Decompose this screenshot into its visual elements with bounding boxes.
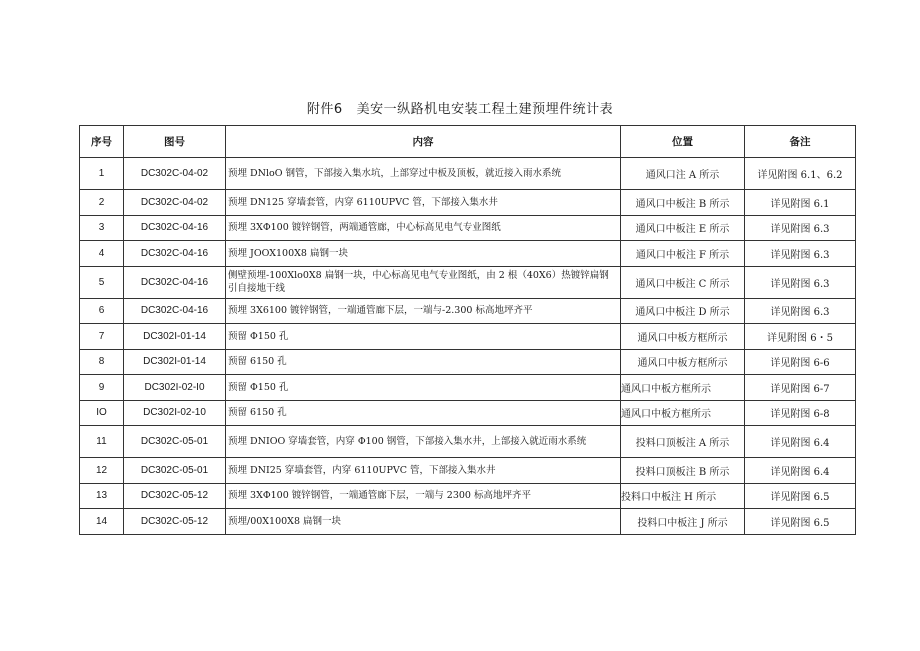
- location-cell: 通风口中板方框所示: [621, 400, 745, 426]
- table-row: [80, 483, 856, 509]
- remark-cell: 详见附图 6・5: [745, 324, 856, 350]
- row-number: 4: [80, 241, 124, 267]
- location-cell: 投料口顶板注 B 所示: [621, 458, 745, 484]
- row-number: 2: [80, 190, 124, 216]
- remark-cell: 详见附图 6.4: [745, 458, 856, 484]
- content-cell: 预埋 3XΦ100 镀锌钢管，两端通管廊，中心标高见电气专业图纸: [226, 215, 621, 241]
- remark-cell: 详见附图 6.1、6.2: [745, 158, 856, 190]
- figure-number: DC302I-02-10: [124, 400, 226, 426]
- remark-cell: 详见附图 6.3: [745, 241, 856, 267]
- remark-cell: 详见附图 6.3: [745, 215, 856, 241]
- column-header-figure: 图号: [124, 126, 226, 158]
- row-number: 1: [80, 158, 124, 190]
- embedded-parts-table: [79, 125, 856, 535]
- row-number: IO: [80, 400, 124, 426]
- location-cell: 通风口中板注 B 所示: [621, 190, 745, 216]
- title-text: 美安一纵路机电安装工程土建预埋件统计表: [356, 102, 614, 117]
- row-number: 8: [80, 349, 124, 375]
- table-row: [80, 349, 856, 375]
- table-row: [80, 298, 856, 324]
- content-cell: 预埋 3XΦ100 镀锌钢管，一端通管廊下层，一端与 2300 标高地坪齐平: [226, 483, 621, 509]
- remark-cell: 详见附图 6.1: [745, 190, 856, 216]
- figure-number: DC302I-01-14: [124, 324, 226, 350]
- location-cell: 通风口中板注 E 所示: [621, 215, 745, 241]
- content-cell: 预埋 DNIOO 穿墙套管，内穿 Φ100 钢管，下部接入集水井，上部接入就近雨水系统: [226, 426, 621, 458]
- table-row: [80, 266, 856, 298]
- remark-cell: 详见附图 6.3: [745, 266, 856, 298]
- table-row: [80, 190, 856, 216]
- row-number: 5: [80, 266, 124, 298]
- content-cell: 预留 6150 孔: [226, 349, 621, 375]
- remark-cell: 详见附图 6.3: [745, 298, 856, 324]
- column-header-content: 内容: [226, 126, 621, 158]
- remark-cell: 详见附图 6-7: [745, 375, 856, 401]
- row-number: 6: [80, 298, 124, 324]
- table-row: [80, 458, 856, 484]
- location-cell: 通风口中板方框所示: [621, 349, 745, 375]
- location-cell: 通风口中板注 D 所示: [621, 298, 745, 324]
- column-header-no: 序号: [80, 126, 124, 158]
- figure-number: DC302C-04-16: [124, 298, 226, 324]
- document-title: [0, 98, 920, 117]
- figure-number: DC302C-04-02: [124, 158, 226, 190]
- location-cell: 投料口中板注 H 所示: [621, 483, 745, 509]
- location-cell: 投料口中板注 J 所示: [621, 509, 745, 535]
- figure-number: DC302C-05-01: [124, 426, 226, 458]
- table-header-row: [80, 126, 856, 158]
- column-header-remark: 备注: [745, 126, 856, 158]
- figure-number: DC302I-02-I0: [124, 375, 226, 401]
- table-row: [80, 158, 856, 190]
- location-cell: 通风口中板方框所示: [621, 324, 745, 350]
- location-cell: 通风口中板注 C 所示: [621, 266, 745, 298]
- content-cell: 预埋 DNloO 钢管，下部接入集水坑，上部穿过中板及顶板，就近接入雨水系统: [226, 158, 621, 190]
- row-number: 3: [80, 215, 124, 241]
- figure-number: DC302C-04-16: [124, 266, 226, 298]
- content-cell: 预留 Φ150 孔: [226, 324, 621, 350]
- title-prefix: 附件6: [306, 102, 343, 117]
- content-cell: 预埋/00X100X8 扁钢一块: [226, 509, 621, 535]
- content-cell: 侧壁预埋-100Xlo0X8 扁钢一块，中心标高见电气专业图纸，由 2 根（40X6）热镀锌扁钢引自接地干线: [226, 266, 621, 298]
- location-cell: 通风口注 A 所示: [621, 158, 745, 190]
- figure-number: DC302C-04-16: [124, 215, 226, 241]
- remark-cell: 详见附图 6.4: [745, 426, 856, 458]
- row-number: 11: [80, 426, 124, 458]
- remark-cell: 详见附图 6.5: [745, 509, 856, 535]
- figure-number: DC302C-05-12: [124, 509, 226, 535]
- remark-cell: 详见附图 6-8: [745, 400, 856, 426]
- content-cell: 预埋 JOOX100X8 扁钢一块: [226, 241, 621, 267]
- row-number: 9: [80, 375, 124, 401]
- table-row: [80, 400, 856, 426]
- table-row: [80, 324, 856, 350]
- location-cell: 通风口中板注 F 所示: [621, 241, 745, 267]
- figure-number: DC302C-04-16: [124, 241, 226, 267]
- location-cell: 通风口中板方框所示: [621, 375, 745, 401]
- content-cell: 预埋 3X6100 镀锌钢管，一端通管廊下层，一端与-2.300 标高地坪齐平: [226, 298, 621, 324]
- table-row: [80, 215, 856, 241]
- figure-number: DC302C-04-02: [124, 190, 226, 216]
- column-header-location: 位置: [621, 126, 745, 158]
- row-number: 7: [80, 324, 124, 350]
- remark-cell: 详见附图 6-6: [745, 349, 856, 375]
- row-number: 14: [80, 509, 124, 535]
- content-cell: 预埋 DN125 穿墙套管，内穿 6110UPVC 管，下部接入集水井: [226, 190, 621, 216]
- location-cell: 投料口顶板注 A 所示: [621, 426, 745, 458]
- figure-number: DC302I-01-14: [124, 349, 226, 375]
- content-cell: 预留 Φ150 孔: [226, 375, 621, 401]
- figure-number: DC302C-05-12: [124, 483, 226, 509]
- row-number: 13: [80, 483, 124, 509]
- remark-cell: 详见附图 6.5: [745, 483, 856, 509]
- content-cell: 预埋 DNI25 穿墙套管，内穿 6110UPVC 管，下部接入集水井: [226, 458, 621, 484]
- figure-number: DC302C-05-01: [124, 458, 226, 484]
- table-row: [80, 509, 856, 535]
- table-row: [80, 375, 856, 401]
- table-row: [80, 426, 856, 458]
- row-number: 12: [80, 458, 124, 484]
- content-cell: 预留 6150 孔: [226, 400, 621, 426]
- table-row: [80, 241, 856, 267]
